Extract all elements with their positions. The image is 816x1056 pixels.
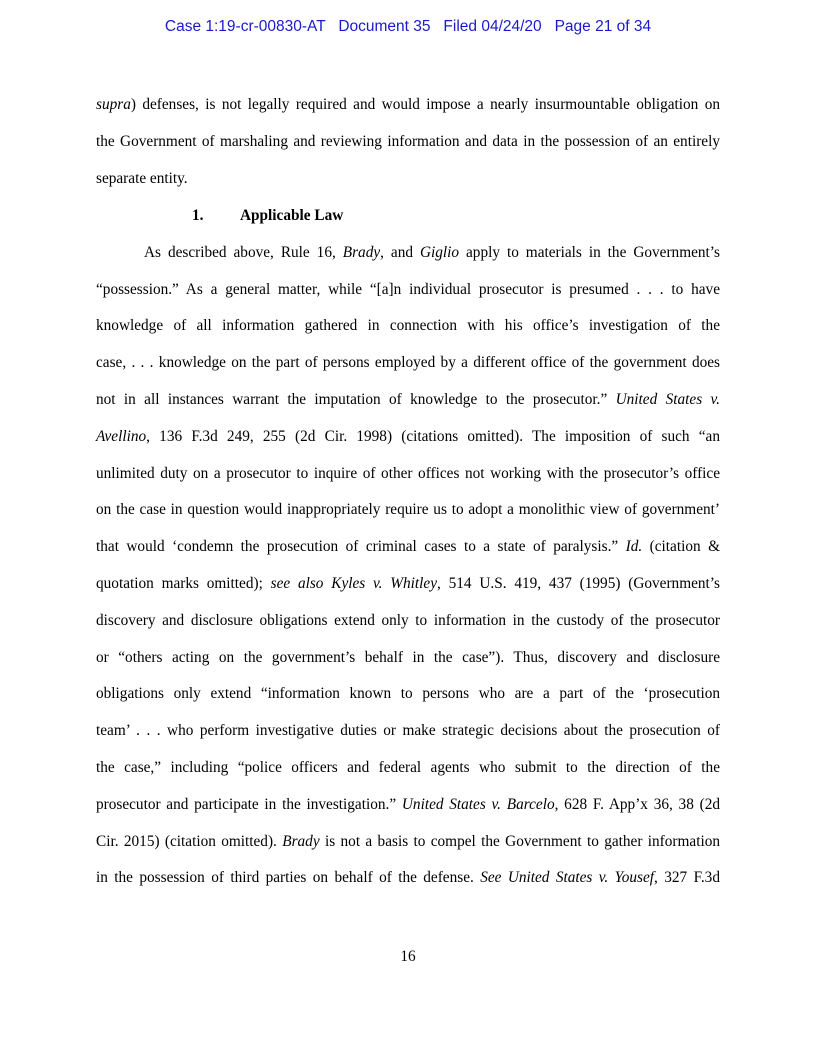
body-line-7 bbox=[96, 353, 720, 373]
text-run: separate entity. bbox=[96, 170, 188, 187]
text-run: not in all instances warrant the imputation of knowledge to the prosecutor.” bbox=[96, 391, 616, 408]
text-italic: Giglio bbox=[419, 244, 460, 261]
body-line-13 bbox=[96, 574, 720, 594]
text-run: that would ‘condemn the prosecution of criminal cases to a state of paralysis.” bbox=[96, 538, 626, 555]
section-number: 1. bbox=[192, 207, 204, 224]
text-run: As described above, Rule 16, bbox=[144, 244, 343, 261]
text-run: unlimited duty on a prosecutor to inquire of other offices not working with the prosecutor’s office bbox=[96, 465, 720, 482]
text-run: is not a basis to compel the Government to gather information bbox=[319, 833, 720, 850]
body-line-17 bbox=[96, 721, 720, 741]
text-run: ) defenses, is not legally required and would impose a nearly insurmountable obligation on bbox=[130, 96, 720, 113]
body-line-4 bbox=[144, 243, 720, 263]
text-italic: United States v. Barcelo bbox=[401, 796, 555, 813]
text-run: prosecutor and participate in the investigation.” bbox=[96, 796, 402, 813]
body-line-14 bbox=[96, 611, 720, 631]
text-run: apply to materials in the Government’s bbox=[459, 244, 720, 261]
text-italic: Brady bbox=[342, 244, 381, 261]
body-line-20 bbox=[96, 832, 720, 852]
text-run: , 514 U.S. 419, 437 (1995) (Government’s bbox=[437, 575, 720, 592]
text-run: , 327 F.3d bbox=[654, 869, 720, 886]
text-run: , and bbox=[380, 244, 420, 261]
body-line-1 bbox=[96, 95, 720, 115]
text-run: , 628 F. App’x 36, 38 (2d bbox=[554, 796, 720, 813]
text-run: obligations only extend “information known to persons who are a part of the ‘prosecution bbox=[96, 685, 720, 702]
body-line-6 bbox=[96, 316, 720, 336]
text-italic: Avellino bbox=[96, 428, 147, 445]
text-run: discovery and disclosure obligations extend only to information in the custody of the prosecutor bbox=[96, 612, 720, 629]
text-run: or “others acting on the government’s behalf in the case”). Thus, discovery and disclosure bbox=[96, 649, 720, 666]
body-line-12 bbox=[96, 537, 720, 557]
text-italic: see also Kyles v. Whitley bbox=[270, 575, 438, 592]
text-run: case, . . . knowledge on the part of persons employed by a different office of the government does bbox=[96, 354, 720, 371]
page-number: 16 bbox=[400, 948, 416, 965]
text-run: quotation marks omitted); bbox=[96, 575, 271, 592]
body-line-16 bbox=[96, 684, 720, 704]
section-title: Applicable Law bbox=[240, 207, 344, 224]
text-run: the Government of marshaling and reviewing information and data in the possession of an entirely bbox=[96, 133, 720, 150]
text-run: the case,” including “police officers and federal agents who submit to the direction of the bbox=[96, 759, 720, 776]
text-italic: Id. bbox=[625, 538, 643, 555]
body-line-15 bbox=[96, 648, 720, 668]
body-line-21 bbox=[96, 868, 720, 888]
text-italic: supra bbox=[96, 96, 131, 113]
case-header: Case 1:19-cr-00830-AT Document 35 Filed 04/24/20 Page 21 of 34 bbox=[164, 18, 652, 35]
body-line-3 bbox=[96, 169, 720, 189]
body-line-18 bbox=[96, 758, 720, 778]
text-italic: United States v. bbox=[615, 391, 720, 408]
text-run: in the possession of third parties on behalf of the defense. bbox=[96, 869, 481, 886]
body-line-19 bbox=[96, 795, 720, 815]
body-line-5 bbox=[96, 280, 720, 300]
text-run: team’ . . . who perform investigative duties or make strategic decisions about the prosecution of bbox=[96, 722, 720, 739]
body-line-8 bbox=[96, 390, 720, 410]
body-line-2 bbox=[96, 132, 720, 152]
text-run: , 136 F.3d 249, 255 (2d Cir. 1998) (citations omitted). The imposition of such “an bbox=[146, 428, 720, 445]
text-run: “possession.” As a general matter, while “[a]n individual prosecutor is presumed . . . to have bbox=[96, 281, 720, 298]
text-run: Cir. 2015) (citation omitted). bbox=[96, 833, 283, 850]
body-line-9 bbox=[96, 427, 720, 447]
text-run: on the case in question would inappropriately require us to adopt a monolithic view of government’ bbox=[96, 501, 720, 518]
body-line-10 bbox=[96, 464, 720, 484]
text-italic: Brady bbox=[282, 833, 320, 850]
text-run: knowledge of all information gathered in connection with his office’s investigation of the bbox=[96, 317, 720, 334]
body-line-11 bbox=[96, 500, 720, 520]
text-italic: See United States v. Yousef bbox=[480, 869, 655, 886]
text-run: (citation & bbox=[642, 538, 720, 555]
